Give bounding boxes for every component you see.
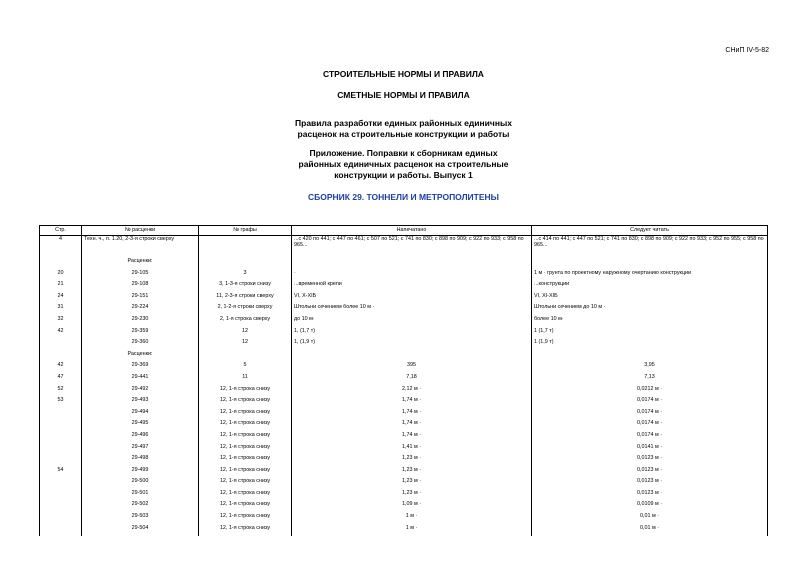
table-row xyxy=(40,478,768,490)
cell-column: 12, 1-я строка снизу xyxy=(199,478,292,490)
cell-column: 12, 1-я строка снизу xyxy=(199,397,292,409)
cell-should-read: ...с 414 по 441; с 447 по 521; с 741 по 830; с 898 по 909; с 922 по 933; с 952 по 955; с 958 по 965... xyxy=(532,236,768,259)
cell-column xyxy=(199,351,292,363)
cell-printed: 1,23 м · xyxy=(292,490,532,502)
cell-printed: · xyxy=(292,270,532,282)
cell-should-read: 3,95 xyxy=(532,362,768,374)
table-row xyxy=(40,351,768,363)
table-row xyxy=(40,374,768,386)
corrections-table xyxy=(39,225,768,536)
cell-page xyxy=(40,455,82,467)
cell-printed: 1,09 м · xyxy=(292,501,532,513)
cell-column: 12, 1-я строка снизу xyxy=(199,420,292,432)
table-row xyxy=(40,316,768,328)
cell-rate: 29-504 xyxy=(82,525,199,537)
heading-building-codes: СТРОИТЕЛЬНЫЕ НОРМЫ И ПРАВИЛА xyxy=(323,69,484,79)
cell-rate: 29-503 xyxy=(82,513,199,525)
cell-should-read: 7,13 xyxy=(532,374,768,386)
document-code: СНиП IV-5-82 xyxy=(725,47,769,54)
cell-page xyxy=(40,258,82,270)
table-row xyxy=(40,386,768,398)
cell-column: 12, 1-я строка снизу xyxy=(199,467,292,479)
cell-column: 12, 1-я строка снизу xyxy=(199,386,292,398)
table-row xyxy=(40,397,768,409)
cell-column xyxy=(199,236,292,259)
cell-should-read: 0,0123 м · xyxy=(532,478,768,490)
cell-page: 53 xyxy=(40,397,82,409)
cell-printed: 1,74 м · xyxy=(292,420,532,432)
cell-printed: ...временной крепи xyxy=(292,281,532,293)
cell-column: 12, 1-я строка снизу xyxy=(199,444,292,456)
heading-estimate-norms: СМЕТНЫЕ НОРМЫ И ПРАВИЛА xyxy=(337,90,470,100)
subtitle-line: Приложение. Поправки к сборникам единых xyxy=(309,148,498,158)
table-row xyxy=(40,236,768,259)
cell-rate: 29-501 xyxy=(82,490,199,502)
cell-should-read: 0,0174 м · xyxy=(532,432,768,444)
cell-should-read: 1 (1,9 т) xyxy=(532,339,768,351)
cell-should-read: 0,0141 м · xyxy=(532,444,768,456)
cell-page: 42 xyxy=(40,328,82,340)
table-row xyxy=(40,328,768,340)
cell-column: 12, 1-я строка снизу xyxy=(199,501,292,513)
cell-rate: Техн. ч., п. 1.20, 2-3-я строки сверху xyxy=(82,236,199,259)
cell-printed: 1,23 м · xyxy=(292,478,532,490)
cell-rate: Расценки: xyxy=(82,351,199,363)
cell-column: 12, 1-я строка снизу xyxy=(199,525,292,537)
cell-should-read: 0,0109 м · xyxy=(532,501,768,513)
cell-should-read: 0,0212 м · xyxy=(532,386,768,398)
document-title xyxy=(0,118,807,140)
cell-page xyxy=(40,444,82,456)
cell-column: 11, 2-3-я строки сверху xyxy=(199,293,292,305)
cell-should-read xyxy=(532,351,768,363)
header-should-read: Следует читать xyxy=(532,226,768,236)
cell-rate: Расценки: xyxy=(82,258,199,270)
cell-rate: 29-492 xyxy=(82,386,199,398)
cell-rate: 29-499 xyxy=(82,467,199,479)
cell-should-read: 1 м · грунта по проектному наружному очертанию конструкции xyxy=(532,270,768,282)
cell-rate: 29-497 xyxy=(82,444,199,456)
cell-column: 3, 1-3-я строки снизу xyxy=(199,281,292,293)
cell-page: 4 xyxy=(40,236,82,259)
document-subtitle xyxy=(0,148,807,181)
table-row xyxy=(40,432,768,444)
cell-rate: 29-108 xyxy=(82,281,199,293)
cell-page: 31 xyxy=(40,304,82,316)
cell-page: 20 xyxy=(40,270,82,282)
cell-rate: 29-105 xyxy=(82,270,199,282)
cell-column: 5 xyxy=(199,362,292,374)
cell-printed: VI, Х-ХIБ xyxy=(292,293,532,305)
cell-should-read: 0,0123 м · xyxy=(532,467,768,479)
cell-column: 12, 1-я строка снизу xyxy=(199,455,292,467)
cell-page xyxy=(40,525,82,537)
table-row xyxy=(40,420,768,432)
cell-should-read: 0,0123 м · xyxy=(532,455,768,467)
cell-column: 12 xyxy=(199,339,292,351)
table-row xyxy=(40,339,768,351)
table-row xyxy=(40,455,768,467)
cell-printed: 1,74 м · xyxy=(292,397,532,409)
cell-column: 2, 1-2-я строки сверху xyxy=(199,304,292,316)
cell-should-read: Штольни сечением до 10 м · xyxy=(532,304,768,316)
cell-page xyxy=(40,339,82,351)
cell-column: 11 xyxy=(199,374,292,386)
cell-rate: 29-230 xyxy=(82,316,199,328)
table-header-row xyxy=(40,226,768,236)
cell-printed: до 10 м· xyxy=(292,316,532,328)
cell-printed: 1,74 м · xyxy=(292,432,532,444)
cell-page: 21 xyxy=(40,281,82,293)
cell-page xyxy=(40,478,82,490)
cell-page xyxy=(40,490,82,502)
table-row xyxy=(40,467,768,479)
cell-printed: 1, (1,7 т) xyxy=(292,328,532,340)
cell-printed: 1,74 м · xyxy=(292,409,532,421)
header-page: Стр. xyxy=(40,226,82,236)
subtitle-line: районных единичных расценок на строительные xyxy=(298,159,509,169)
cell-page: 42 xyxy=(40,362,82,374)
cell-printed: ...с 420 по 441; с 447 по 461; с 507 по 521; с 741 по 830; с 898 по 909; с 922 по 933; с 958 по 965... xyxy=(292,236,532,259)
cell-column: 12, 1-я строка снизу xyxy=(199,432,292,444)
cell-rate: 29-500 xyxy=(82,478,199,490)
cell-rate: 29-359 xyxy=(82,328,199,340)
cell-should-read: 0,0123 м · xyxy=(532,490,768,502)
cell-page xyxy=(40,501,82,513)
cell-page: 32 xyxy=(40,316,82,328)
table-row xyxy=(40,270,768,282)
cell-printed: 1 м · xyxy=(292,525,532,537)
table-row xyxy=(40,281,768,293)
cell-rate: 29-369 xyxy=(82,362,199,374)
cell-column: 12, 1-я строка снизу xyxy=(199,409,292,421)
cell-should-read: 0,0174 м · xyxy=(532,420,768,432)
table-row xyxy=(40,304,768,316)
table-body xyxy=(40,236,768,537)
cell-page: 24 xyxy=(40,293,82,305)
cell-page: 54 xyxy=(40,467,82,479)
cell-printed: 1, (1,9 т) xyxy=(292,339,532,351)
cell-column: 12, 1-я строка снизу xyxy=(199,513,292,525)
cell-printed: Штольни сечением более 10 м · xyxy=(292,304,532,316)
cell-rate: 29-224 xyxy=(82,304,199,316)
table-row xyxy=(40,293,768,305)
collection-title: СБОРНИК 29. ТОННЕЛИ И МЕТРОПОЛИТЕНЫ xyxy=(308,192,499,202)
cell-column: 12, 1-я строка снизу xyxy=(199,490,292,502)
header-rate-number: № расценки xyxy=(82,226,199,236)
subtitle-line: конструкции и работы. Выпуск 1 xyxy=(334,170,473,180)
cell-rate: 29-493 xyxy=(82,397,199,409)
cell-column: 2, 1-я строка сверху xyxy=(199,316,292,328)
cell-rate: 29-441 xyxy=(82,374,199,386)
cell-page xyxy=(40,420,82,432)
cell-printed: 7,18 xyxy=(292,374,532,386)
cell-printed: 395 xyxy=(292,362,532,374)
cell-should-read: 0,01 м · xyxy=(532,525,768,537)
cell-printed: 1,41 м · xyxy=(292,444,532,456)
cell-printed: 2,12 м · xyxy=(292,386,532,398)
cell-column xyxy=(199,258,292,270)
cell-printed xyxy=(292,258,532,270)
cell-page xyxy=(40,432,82,444)
cell-rate: 29-495 xyxy=(82,420,199,432)
table-row xyxy=(40,362,768,374)
cell-should-read: более 10 м· xyxy=(532,316,768,328)
cell-page xyxy=(40,409,82,421)
cell-should-read: 0,0174 м · xyxy=(532,409,768,421)
table-row xyxy=(40,501,768,513)
cell-should-read xyxy=(532,258,768,270)
header-column-number: № графы xyxy=(199,226,292,236)
cell-rate: 29-151 xyxy=(82,293,199,305)
cell-should-read: 0,01 м · xyxy=(532,513,768,525)
cell-should-read: 0,0174 м · xyxy=(532,397,768,409)
title-line: Правила разработки единых районных единичных xyxy=(295,118,512,128)
cell-should-read: 1 (1,7 т) xyxy=(532,328,768,340)
cell-column: 12 xyxy=(199,328,292,340)
cell-page: 52 xyxy=(40,386,82,398)
table-row xyxy=(40,490,768,502)
title-line: расценок на строительные конструкции и работы xyxy=(297,129,510,139)
cell-rate: 29-360 xyxy=(82,339,199,351)
header-printed: Напечатано xyxy=(292,226,532,236)
cell-printed: 1 м · xyxy=(292,513,532,525)
table-row xyxy=(40,409,768,421)
cell-printed: 1,23 м · xyxy=(292,467,532,479)
cell-rate: 29-494 xyxy=(82,409,199,421)
table-row xyxy=(40,525,768,537)
cell-printed: 1,23 м · xyxy=(292,455,532,467)
cell-should-read: VI, XI-XIБ xyxy=(532,293,768,305)
table-row xyxy=(40,258,768,270)
cell-rate: 29-502 xyxy=(82,501,199,513)
cell-printed xyxy=(292,351,532,363)
cell-page: 47 xyxy=(40,374,82,386)
cell-should-read: ...конструкции xyxy=(532,281,768,293)
cell-rate: 29-498 xyxy=(82,455,199,467)
table-row xyxy=(40,513,768,525)
cell-rate: 29-496 xyxy=(82,432,199,444)
table-row xyxy=(40,444,768,456)
cell-page xyxy=(40,351,82,363)
cell-column: 3 xyxy=(199,270,292,282)
cell-page xyxy=(40,513,82,525)
